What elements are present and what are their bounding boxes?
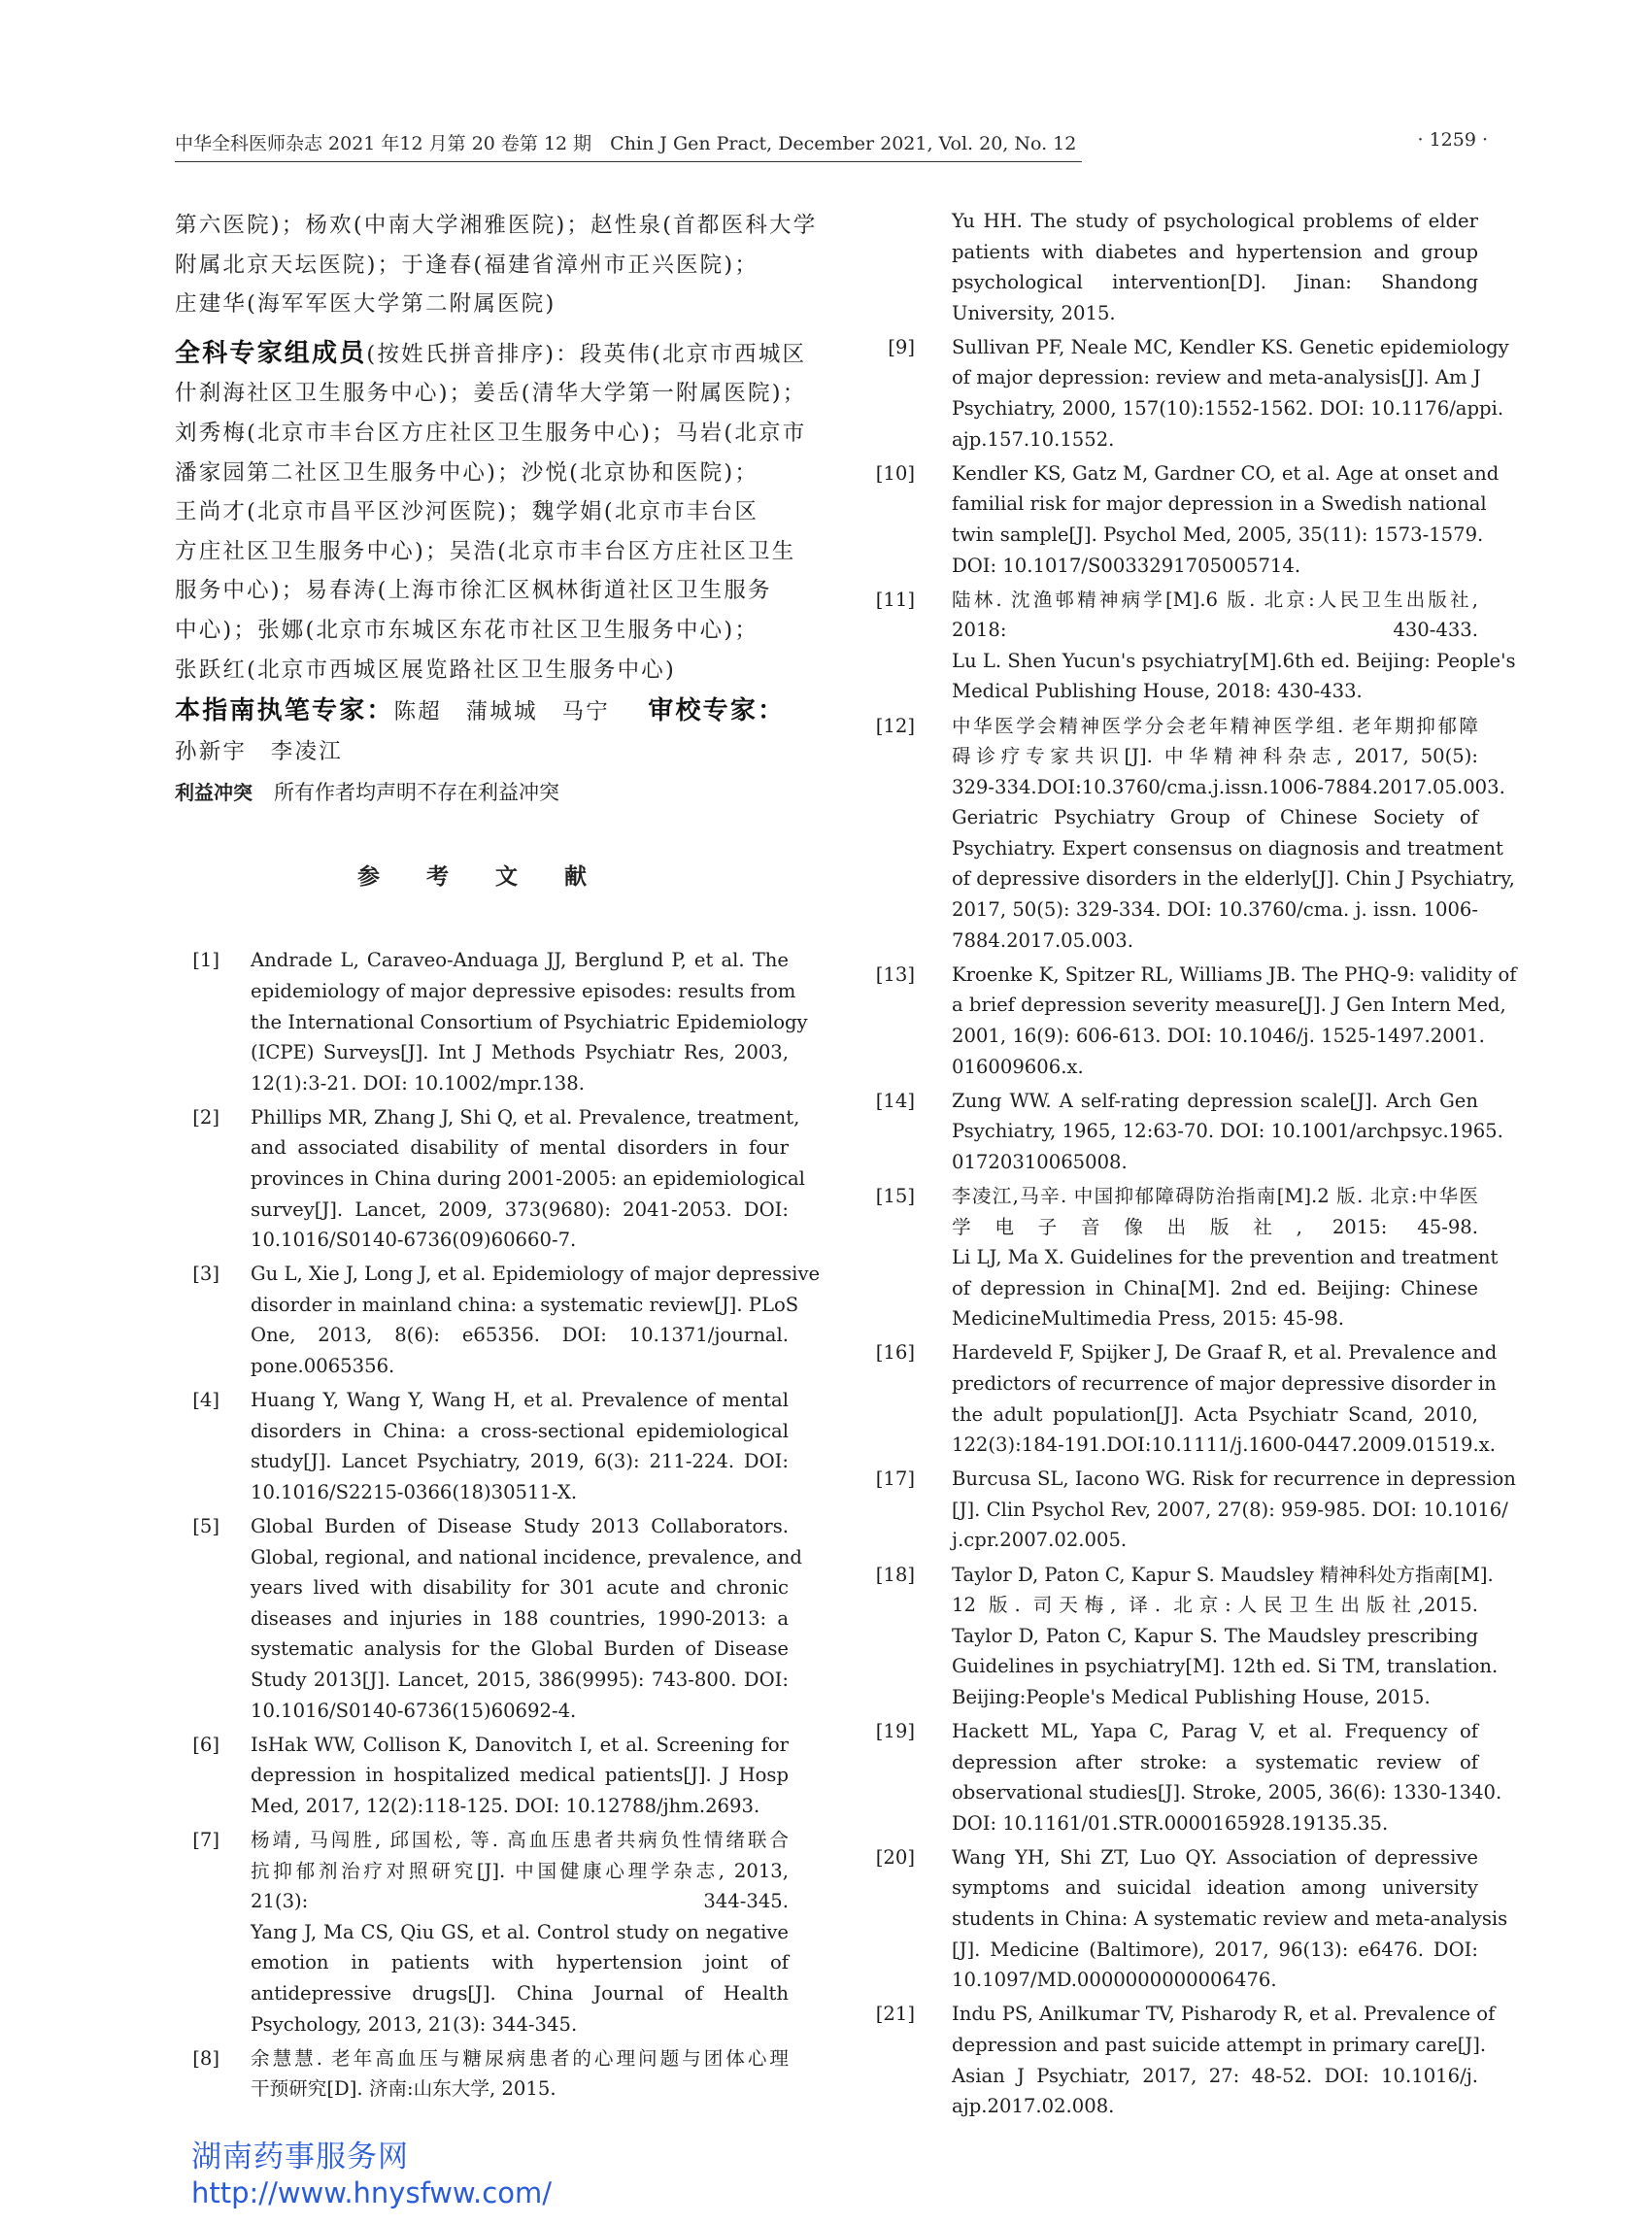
reference-line: systematic analysis for the Global Burden of Disease [251, 1637, 789, 1661]
reference-line: the International Consortium of Psychiatric Epidemiology [251, 1010, 808, 1033]
reference-number: [13] [875, 962, 915, 986]
reference-number: [18] [875, 1563, 915, 1586]
header-rule [175, 161, 1082, 162]
reference-number: [14] [875, 1089, 915, 1112]
reference-line: IsHak WW, Collison K, Danovitch I, et al. Screening for [251, 1733, 789, 1756]
reference-line: 10.1016/S2215-0366(18)30511-X. [251, 1480, 578, 1503]
reference-line: Sullivan PF, Neale MC, Kendler KS. Genetic epidemiology [952, 335, 1509, 358]
reference-line: Kendler KS, Gatz M, Gardner CO, et al. Age at onset and [952, 461, 1500, 485]
reference-line: Guidelines in psychiatry[M]. 12th ed. Si TM, translation. [952, 1655, 1499, 1678]
experts-line: 方庄社区卫生服务中心)；吴浩(北京市丰台区方庄社区卫生 [175, 538, 796, 564]
reference-line: antidepressive drugs[J]. China Journal of Health [251, 1981, 789, 2005]
reference-line: Andrade L, Caraveo-Anduaga JJ, Berglund P, et al. The [251, 949, 789, 972]
reference-line: twin sample[J]. Psychol Med, 2005, 35(11): 1573-1579. [952, 523, 1484, 546]
reference-line: Li LJ, Ma X. Guidelines for the prevention and treatment [952, 1246, 1499, 1269]
reference-line: (ICPE) Surveys[J]. Int J Methods Psychiatr Res, 2003, [251, 1041, 789, 1064]
reference-number: [20] [875, 1845, 915, 1869]
reference-line: depression and past suicide attempt in primary care[J]. [952, 2033, 1487, 2056]
reference-item [874, 1086, 1503, 1178]
reference-line: Burcusa SL, Iacono WG. Risk for recurrence in depression [952, 1467, 1516, 1491]
reference-line: the adult population[J]. Acta Psychiatr Scand, 2010, [952, 1402, 1478, 1426]
reference-line: 学电子音像出版社, 2015: 45-98. [952, 1215, 1478, 1238]
reference-number: [3] [192, 1263, 219, 1286]
coi-text: 所有作者均声明不存在利益冲突 [274, 781, 559, 805]
reference-item [175, 2043, 789, 2105]
reference-line: diseases and injuries in 188 countries, 1990-2013: a [251, 1606, 789, 1630]
journal-citation: 中华全科医师杂志 2021 年12 月第 20 卷第 12 期 Chin J Gen Pract, December 2021, Vol. 20, No. 12 [175, 133, 1077, 154]
reference-line: Huang Y, Wang Y, Wang H, et al. Prevalence of mental [251, 1389, 789, 1412]
page-number: · 1259 · [1417, 129, 1488, 151]
reference-line: psychological intervention[D]. Jinan: Shandong [952, 271, 1478, 294]
reference-item [874, 332, 1509, 455]
writers-reviewers [175, 691, 789, 732]
reference-line: emotion in patients with hypertension joint of [251, 1951, 789, 1974]
reference-item [874, 458, 1500, 581]
reference-line: Phillips MR, Zhang J, Shi Q, et al. Prevalence, treatment, [251, 1105, 800, 1129]
reference-line: years lived with disability for 301 acute and chronic [251, 1576, 789, 1600]
reference-item [874, 1999, 1496, 2121]
reference-line: 329-334.DOI:10.3760/cma.j.issn.1006-7884.2017.05.003. [952, 775, 1505, 798]
reference-line: disorder in mainland china: a systematic review[J]. PLoS [251, 1293, 799, 1316]
reference-line: students in China: A systematic review and meta-analysis [952, 1907, 1508, 1931]
coi-heading: 利益冲突 [175, 781, 253, 805]
reference-item [175, 1259, 821, 1381]
reference-line: 陆林. 沈渔邨精神病学[M].6 版. 北京:人民卫生出版社, [952, 588, 1478, 611]
reference-line: a brief depression severity measure[J]. J Gen Intern Med, [952, 994, 1506, 1017]
reference-line: [J]. Medicine (Baltimore), 2017, 96(13): e6476. DOI: [952, 1938, 1478, 1961]
reference-line: Wang YH, Shi ZT, Luo QY. Association of depressive [952, 1845, 1478, 1869]
experts-line: 服务中心)；易春涛(上海市徐汇区枫林街道社区卫生服务 [175, 578, 772, 604]
reference-line: Hackett ML, Yapa C, Parag V, et al. Frequency of [952, 1720, 1478, 1742]
reference-item [175, 1385, 789, 1507]
reference-line: 10.1097/MD.0000000000006476. [952, 1969, 1277, 1992]
reference-number: [11] [875, 588, 915, 611]
general-practice-experts [175, 334, 807, 690]
reference-item [175, 1511, 802, 1726]
reference-line: Psychology, 2013, 21(3): 344-345. [251, 2012, 578, 2036]
reference-item [175, 1825, 789, 2040]
reference-line: DOI: 10.1161/01.STR.0000165928.19135.35. [952, 1811, 1389, 1835]
reference-line: pone.0065356. [251, 1355, 395, 1378]
reference-line: Beijing:People's Medical Publishing House, 2015. [952, 1685, 1431, 1708]
reference-number: [1] [192, 949, 219, 972]
reference-line: 122(3):184-191.DOI:10.1111/j.1600-0447.2009.01519.x. [952, 1433, 1496, 1457]
reference-line: j.cpr.2007.02.005. [952, 1529, 1128, 1552]
reference-line: Kroenke K, Spitzer RL, Williams JB. The PHQ-9: validity of [952, 962, 1517, 986]
reference-line: One, 2013, 8(6): e65356. DOI: 10.1371/journal. [251, 1324, 789, 1347]
reference-number: [2] [192, 1105, 219, 1129]
writers-heading: 本指南执笔专家： [175, 696, 394, 726]
reference-line: Med, 2017, 12(2):118-125. DOI: 10.12788/jhm.2693. [251, 1794, 760, 1817]
reference-number: [5] [192, 1515, 219, 1537]
reference-line: Global, regional, and national incidence, prevalence, and [251, 1545, 802, 1568]
reference-item [175, 1730, 789, 1822]
committee-continuation [175, 206, 818, 324]
reference-item [874, 1181, 1499, 1334]
reference-number: [10] [875, 461, 915, 485]
reference-line: study[J]. Lancet Psychiatry, 2019, 6(3): 211-224. DOI: [251, 1450, 789, 1473]
reference-line: 抗抑郁剂治疗对照研究[J]. 中国健康心理学杂志, 2013, [251, 1859, 789, 1882]
reference-line: patients with diabetes and hypertension and group [952, 240, 1478, 263]
reference-line: familial risk for major depression in a Swedish national [952, 492, 1487, 516]
reference-line: 10.1016/S0140-6736(15)60692-4. [251, 1699, 577, 1722]
reference-line: ajp.157.10.1552. [952, 427, 1115, 451]
reference-line: predictors of recurrence of major depressive disorder in [952, 1371, 1497, 1395]
reference-number: [8] [192, 2046, 219, 2070]
experts-line: 刘秀梅(北京市丰台区方庄社区卫生服务中心)；马岩(北京市 [175, 420, 807, 446]
reference-line: MedicineMultimedia Press, 2015: 45-98. [952, 1307, 1345, 1331]
conflict-of-interest [175, 775, 789, 810]
reference-line: ajp.2017.02.008. [952, 2095, 1115, 2118]
reviewers-heading: 审校专家： [648, 696, 786, 726]
reference-line: 01720310065008. [952, 1150, 1128, 1173]
reference-number: [16] [875, 1341, 915, 1365]
reference-line: Global Burden of Disease Study 2013 Collaborators. [251, 1515, 789, 1537]
reference-line: Taylor D, Paton C, Kapur S. Maudsley 精神科处方指南[M]. [952, 1563, 1494, 1586]
references-title: 参 考 文 献 [356, 864, 607, 891]
reference-line: Yang J, Ma CS, Qiu GS, et al. Control study on negative [251, 1920, 789, 1943]
reference-line: University, 2015. [952, 301, 1116, 324]
reference-line: Psychiatry. Expert consensus on diagnosis and treatment [952, 836, 1503, 860]
reference-line: DOI: 10.1017/S0033291705005714. [952, 554, 1301, 577]
text-line: 第六医院)；杨欢(中南大学湘雅医院)；赵性泉(首都医科大学 [175, 213, 818, 238]
reference-number: [6] [192, 1733, 219, 1756]
reference-number: [17] [875, 1467, 915, 1491]
reference-item [874, 711, 1515, 957]
reference-line: observational studies[J]. Stroke, 2005, 36(6): 1330-1340. [952, 1781, 1502, 1804]
reference-item [874, 1464, 1516, 1556]
reference-line: depression after stroke: a systematic review of [952, 1750, 1478, 1773]
experts-line: (按姓氏拼音排序)：段英伟(北京市西城区 [366, 341, 807, 367]
reference-line: Zung WW. A self-rating depression scale[J]. Arch Gen [952, 1089, 1478, 1112]
references-list-right [874, 332, 1517, 2122]
reference-item [874, 960, 1517, 1082]
reference-item [874, 585, 1516, 707]
reference-line: Geriatric Psychiatry Group of Chinese Society of [952, 806, 1478, 829]
reference-line: disorders in China: a cross-sectional epidemiological [251, 1419, 789, 1442]
text-line [175, 334, 807, 375]
reference-number: [12] [875, 714, 915, 737]
reference-line: Asian J Psychiatr, 2017, 27: 48-52. DOI: 10.1016/j. [952, 2064, 1478, 2087]
reference-line: provinces in China during 2001-2005: an epidemiological [251, 1166, 805, 1190]
reference-number: [15] [875, 1184, 915, 1207]
reference-line: epidemiology of major depressive episodes: results from [251, 979, 796, 1002]
reference-item [874, 1337, 1498, 1460]
reference-line: Hardeveld F, Spijker J, De Graaf R, et al. Prevalence and [952, 1341, 1498, 1365]
writers-names: 陈超 蒲城城 马宁 [393, 699, 610, 725]
reference-continuation [874, 206, 1478, 328]
reference-line: 12 版. 司天梅, 译. 北京:人民卫生出版社,2015. [952, 1594, 1478, 1617]
reference-line: Gu L, Xie J, Long J, et al. Epidemiology of major depressive [251, 1263, 821, 1286]
experts-line: 张跃红(北京市西城区展览路社区卫生服务中心) [175, 657, 676, 683]
reference-line: Yu HH. The study of psychological problems of elder [952, 210, 1478, 232]
experts-line: 中心)；张娜(北京市东城区东花市社区卫生服务中心)； [175, 617, 759, 643]
reference-line: 余慧慧. 老年高血压与糖尿病患者的心理问题与团体心理 [251, 2046, 789, 2070]
reference-item [874, 1716, 1502, 1838]
watermark-url[interactable]: http://www.hnysfww.com/ [191, 2176, 552, 2209]
right-column [874, 206, 1517, 2125]
reference-line: 李凌江,马辛. 中国抑郁障碍防治指南[M].2 版. 北京:中华医 [952, 1184, 1478, 1207]
site-watermark [191, 2139, 552, 2210]
reference-line: 干预研究[D]. 济南:山东大学, 2015. [251, 2077, 556, 2101]
reference-item [175, 945, 808, 1098]
text-line: 庄建华(海军军医大学第二附属医院) [175, 291, 556, 318]
reference-line: 碍诊疗专家共识[J]. 中华精神科杂志, 2017, 50(5): [952, 745, 1478, 768]
watermark-name: 湖南药事服务网 [191, 2140, 409, 2174]
running-header [175, 129, 1488, 164]
reference-line: Study 2013[J]. Lancet, 2015, 386(9995): 743-800. DOI: [251, 1668, 789, 1691]
reference-line: of depressive disorders in the elderly[J]. Chin J Psychiatry, [952, 867, 1515, 891]
reference-line: Taylor D, Paton C, Kapur S. The Maudsley prescribing [952, 1624, 1478, 1647]
reference-line: Psychiatry, 1965, 12:63-70. DOI: 10.1001/archpsyc.1965. [952, 1120, 1503, 1143]
reference-item [175, 1102, 805, 1256]
reference-line: 7884.2017.05.003. [952, 928, 1133, 952]
reference-number: [4] [192, 1389, 219, 1412]
experts-line: 王尚才(北京市昌平区沙河医院)；魏学娟(北京市丰台区 [175, 499, 759, 525]
reference-line: 21(3): 344-345. [251, 1890, 789, 1913]
reference-line: 10.1016/S0140-6736(09)60660-7. [251, 1229, 577, 1252]
reference-line: of major depression: review and meta-analysis[J]. Am J [952, 366, 1481, 389]
reference-line: of depression in China[M]. 2nd ed. Beijing: Chinese [952, 1276, 1478, 1299]
reference-number: [19] [875, 1720, 915, 1742]
reference-line: Indu PS, Anilkumar TV, Pisharody R, et al. Prevalence of [952, 2003, 1496, 2026]
reference-line: symptoms and suicidal ideation among university [952, 1876, 1478, 1900]
reference-line: survey[J]. Lancet, 2009, 373(9680): 2041-2053. DOI: [251, 1197, 789, 1221]
reference-line: 016009606.x. [952, 1055, 1084, 1078]
reference-line: [J]. Clin Psychol Rev, 2007, 27(8): 959-985. DOI: 10.1016/ [952, 1498, 1508, 1521]
reference-number: [9] [888, 335, 915, 358]
experts-heading: 全科专家组成员 [175, 338, 367, 368]
reference-item [874, 1842, 1508, 1996]
reference-number: [21] [875, 2003, 915, 2026]
reference-line: 中华医学会精神医学分会老年精神医学组. 老年期抑郁障 [952, 714, 1478, 737]
reference-line: Lu L. Shen Yucun's psychiatry[M].6th ed. Beijing: People's [952, 649, 1516, 672]
reference-line: 12(1):3-21. DOI: 10.1002/mpr.138. [251, 1071, 585, 1095]
reference-line: Psychiatry, 2000, 157(10):1552-1562. DOI: 10.1176/appi. [952, 397, 1504, 421]
experts-line: 潘家园第二社区卫生服务中心)；沙悦(北京协和医院)； [175, 459, 759, 486]
reference-line: depression in hospitalized medical patients[J]. J Hosp [251, 1764, 789, 1787]
reference-line: 2018: 430-433. [952, 619, 1478, 642]
references-list-left [175, 945, 821, 2104]
reference-item [874, 1560, 1499, 1713]
reference-line: Medical Publishing House, 2018: 430-433. [952, 680, 1363, 703]
reviewers-names: 孙新宇 李凌江 [175, 738, 343, 764]
reference-line: 2001, 16(9): 606-613. DOI: 10.1046/j. 1525-1497.2001. [952, 1024, 1485, 1047]
reference-line: 杨靖, 马闯胜, 邱国松, 等. 高血压患者共病负性情绪联合 [251, 1828, 789, 1851]
reference-line: 2017, 50(5): 329-334. DOI: 10.3760/cma. j. issn. 1006- [952, 898, 1478, 922]
left-column [175, 206, 821, 2107]
experts-line: 什刹海社区卫生服务中心)；姜岳(清华大学第一附属医院)； [175, 381, 807, 407]
text-line: 附属北京天坛医院)；于逢春(福建省漳州市正兴医院)； [175, 252, 759, 278]
reference-line: and associated disability of mental disorders in four [251, 1136, 789, 1160]
reference-number: [7] [192, 1828, 219, 1851]
